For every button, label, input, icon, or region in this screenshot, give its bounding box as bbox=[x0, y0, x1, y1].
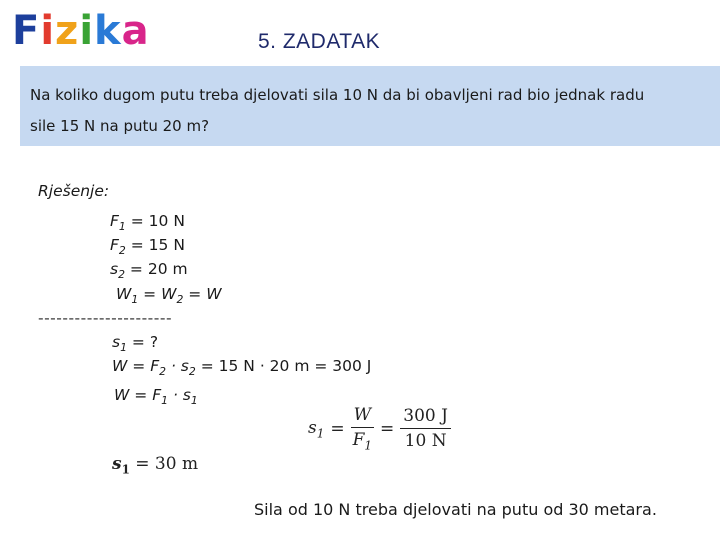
fraction-right-denominator: 10 N bbox=[404, 431, 447, 452]
given-f2: $F_2 = 15$ N bbox=[110, 236, 185, 258]
given-f1-value: = 10 N bbox=[130, 212, 185, 230]
fraction-left-numerator: W bbox=[351, 405, 374, 428]
fraction-left: $\frac{W}{F_1}$ bbox=[351, 405, 374, 452]
fraction-left-denominator: F bbox=[352, 430, 365, 450]
result-value: = 30 m bbox=[135, 454, 199, 474]
work-calc-eq: = bbox=[132, 357, 146, 375]
unknown-value: = ? bbox=[131, 333, 159, 351]
separator-dashes: ---------------------- bbox=[38, 309, 173, 327]
work-equality-sign-2: = bbox=[188, 285, 202, 303]
logo-letter: a bbox=[121, 8, 150, 54]
fraction-right bbox=[400, 406, 451, 451]
logo-letter: z bbox=[55, 8, 80, 54]
logo-letter: i bbox=[40, 8, 56, 54]
result-line: $s_1 = 30$ m bbox=[112, 454, 199, 477]
given-f1: $F_1 = 10$ N bbox=[110, 212, 185, 234]
work-calc-result: = 15 N · 20 m = 300 J bbox=[200, 357, 372, 375]
solution-heading: Rješenje: bbox=[38, 182, 110, 200]
given-s2: $s_2 = 20$ m bbox=[110, 260, 188, 282]
fraction-right-numerator: 300 J bbox=[400, 406, 451, 429]
given-work-equality: $W_1 = W_2 = W$ bbox=[116, 285, 222, 307]
page-title: 5. ZADATAK bbox=[258, 30, 381, 53]
logo-letter: i bbox=[79, 8, 95, 54]
question-line-2: sile 15 N na putu 20 m? bbox=[30, 117, 210, 135]
fraction-equation: $s_1$ = $\frac{W}{F_1}$ = $\frac{300 J}{10 N}$ bbox=[308, 405, 451, 452]
logo-letter: k bbox=[94, 8, 122, 54]
fizika-logo bbox=[12, 4, 150, 54]
question-line-1: Na koliko dugom putu treba djelovati sila 10 N da bi obavljeni rad bio jednak radu bbox=[30, 86, 645, 104]
work-equality-sign: = bbox=[143, 285, 157, 303]
work-formula-eq: = bbox=[134, 386, 148, 404]
given-f2-value: = 15 N bbox=[130, 236, 185, 254]
logo-letter: F bbox=[12, 8, 41, 54]
given-s2-value: = 20 m bbox=[129, 260, 188, 278]
question-box bbox=[20, 66, 720, 146]
work-calculation: $W = F_2 \cdot s_2 = 15$ N · 20 m = 300 J bbox=[112, 357, 372, 379]
conclusion-text: Sila od 10 N treba djelovati na putu od 30 metara. bbox=[254, 500, 657, 519]
work-formula: $W = F_1 \cdot s_1$ bbox=[114, 386, 198, 408]
unknown-s1: $s_1$ = ? bbox=[112, 333, 159, 355]
